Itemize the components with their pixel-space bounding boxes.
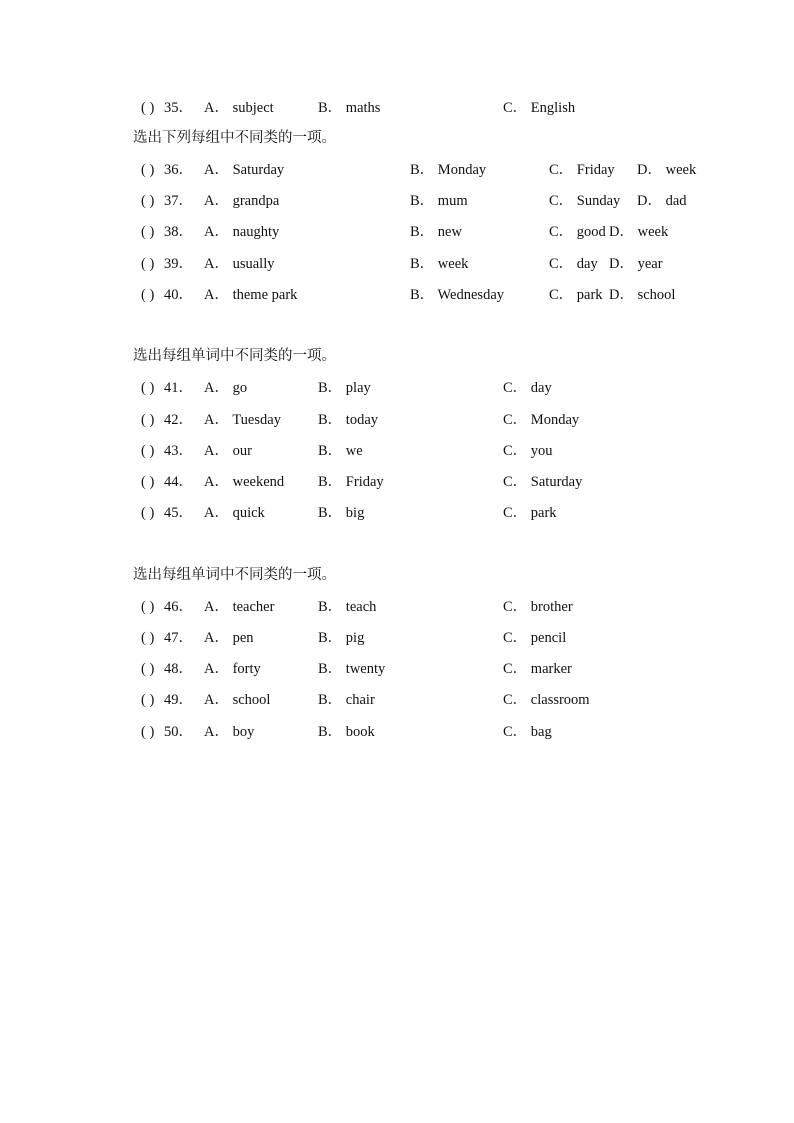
option-a: A． forty [204, 661, 261, 677]
option-b: B． chair [318, 692, 375, 708]
option-d: D． week [609, 224, 669, 240]
answer-blank[interactable]: ( ) [141, 256, 155, 272]
option-a: A． teacher [204, 599, 275, 615]
option-d: D． dad [637, 193, 687, 209]
answer-blank[interactable]: ( ) [141, 724, 155, 740]
option-c: C． day [503, 380, 552, 396]
option-b: B． we [318, 443, 363, 459]
answer-blank[interactable]: ( ) [141, 412, 155, 428]
question-number: 43． [164, 443, 193, 459]
question-number: 40． [164, 287, 193, 303]
question-number: 45． [164, 505, 193, 521]
question-row [0, 254, 794, 274]
question-number: 48． [164, 661, 193, 677]
option-d: D． week [637, 162, 697, 178]
question-row [0, 472, 794, 492]
option-b: B． Friday [318, 474, 384, 490]
option-c: C． Monday [503, 412, 580, 428]
question-number: 38． [164, 224, 193, 240]
question-row [0, 378, 794, 398]
question-row [0, 191, 794, 211]
option-c: C． Saturday [503, 474, 583, 490]
option-a: A． grandpa [204, 193, 280, 209]
option-d: D． year [609, 256, 663, 272]
option-c: C． classroom [503, 692, 590, 708]
answer-blank[interactable]: ( ) [141, 599, 155, 615]
question-number: 47． [164, 630, 193, 646]
option-b: B． mum [410, 193, 468, 209]
option-c: C． Sunday [549, 193, 621, 209]
answer-blank[interactable]: ( ) [141, 474, 155, 490]
question-row [0, 628, 794, 648]
answer-blank[interactable]: ( ) [141, 443, 155, 459]
option-b: B． maths [318, 100, 381, 116]
answer-blank[interactable]: ( ) [141, 661, 155, 677]
option-b: B． play [318, 380, 371, 396]
option-b: B． pig [318, 630, 365, 646]
option-b: B． week [410, 256, 469, 272]
answer-blank[interactable]: ( ) [141, 287, 155, 303]
question-number: 37． [164, 193, 193, 209]
option-a: A． naughty [204, 224, 280, 240]
option-a: A． theme park [204, 287, 298, 303]
option-a: A． usually [204, 256, 275, 272]
option-a: A． our [204, 443, 252, 459]
option-b: B． twenty [318, 661, 386, 677]
question-number: 49． [164, 692, 193, 708]
option-c: C． good [549, 224, 606, 240]
answer-blank[interactable]: ( ) [141, 630, 155, 646]
option-c: C． bag [503, 724, 552, 740]
question-number: 41． [164, 380, 193, 396]
option-d: D． school [609, 287, 676, 303]
option-c: C． park [549, 287, 603, 303]
option-a: A． subject [204, 100, 274, 116]
option-a: A． quick [204, 505, 265, 521]
option-c: C． Friday [549, 162, 615, 178]
question-row [0, 690, 794, 710]
option-b: B． Monday [410, 162, 487, 178]
question-number: 35． [164, 100, 193, 116]
option-b: B． big [318, 505, 365, 521]
option-b: B． teach [318, 599, 377, 615]
option-c: C． you [503, 443, 553, 459]
section-heading: 选出下列每组中不同类的一项。 [133, 130, 336, 146]
option-b: B． new [410, 224, 462, 240]
option-c: C． English [503, 100, 576, 116]
option-a: A． pen [204, 630, 254, 646]
question-row [0, 503, 794, 523]
answer-blank[interactable]: ( ) [141, 162, 155, 178]
option-c: C． pencil [503, 630, 567, 646]
question-number: 50． [164, 724, 193, 740]
answer-blank[interactable]: ( ) [141, 100, 155, 116]
question-row [0, 410, 794, 430]
question-number: 42． [164, 412, 193, 428]
option-b: B． book [318, 724, 375, 740]
section-heading: 选出每组单词中不同类的一项。 [133, 348, 336, 364]
question-row [0, 597, 794, 617]
option-c: C． brother [503, 599, 573, 615]
option-b: B． today [318, 412, 379, 428]
question-number: 46． [164, 599, 193, 615]
question-row [0, 98, 794, 118]
question-number: 39． [164, 256, 193, 272]
option-b: B． Wednesday [410, 287, 505, 303]
answer-blank[interactable]: ( ) [141, 224, 155, 240]
option-a: A． Tuesday [204, 412, 281, 428]
answer-blank[interactable]: ( ) [141, 692, 155, 708]
answer-blank[interactable]: ( ) [141, 193, 155, 209]
answer-blank[interactable]: ( ) [141, 380, 155, 396]
section-heading: 选出每组单词中不同类的一项。 [133, 567, 336, 583]
question-row [0, 160, 794, 180]
option-c: C． day [549, 256, 598, 272]
question-row [0, 659, 794, 679]
option-a: A． Saturday [204, 162, 285, 178]
question-row [0, 722, 794, 742]
question-row [0, 285, 794, 305]
question-row [0, 441, 794, 461]
option-c: C． marker [503, 661, 572, 677]
question-number: 44． [164, 474, 193, 490]
option-a: A． weekend [204, 474, 285, 490]
answer-blank[interactable]: ( ) [141, 505, 155, 521]
option-a: A． school [204, 692, 271, 708]
question-number: 36． [164, 162, 193, 178]
option-a: A． boy [204, 724, 255, 740]
question-row [0, 222, 794, 242]
option-a: A． go [204, 380, 248, 396]
option-c: C． park [503, 505, 557, 521]
